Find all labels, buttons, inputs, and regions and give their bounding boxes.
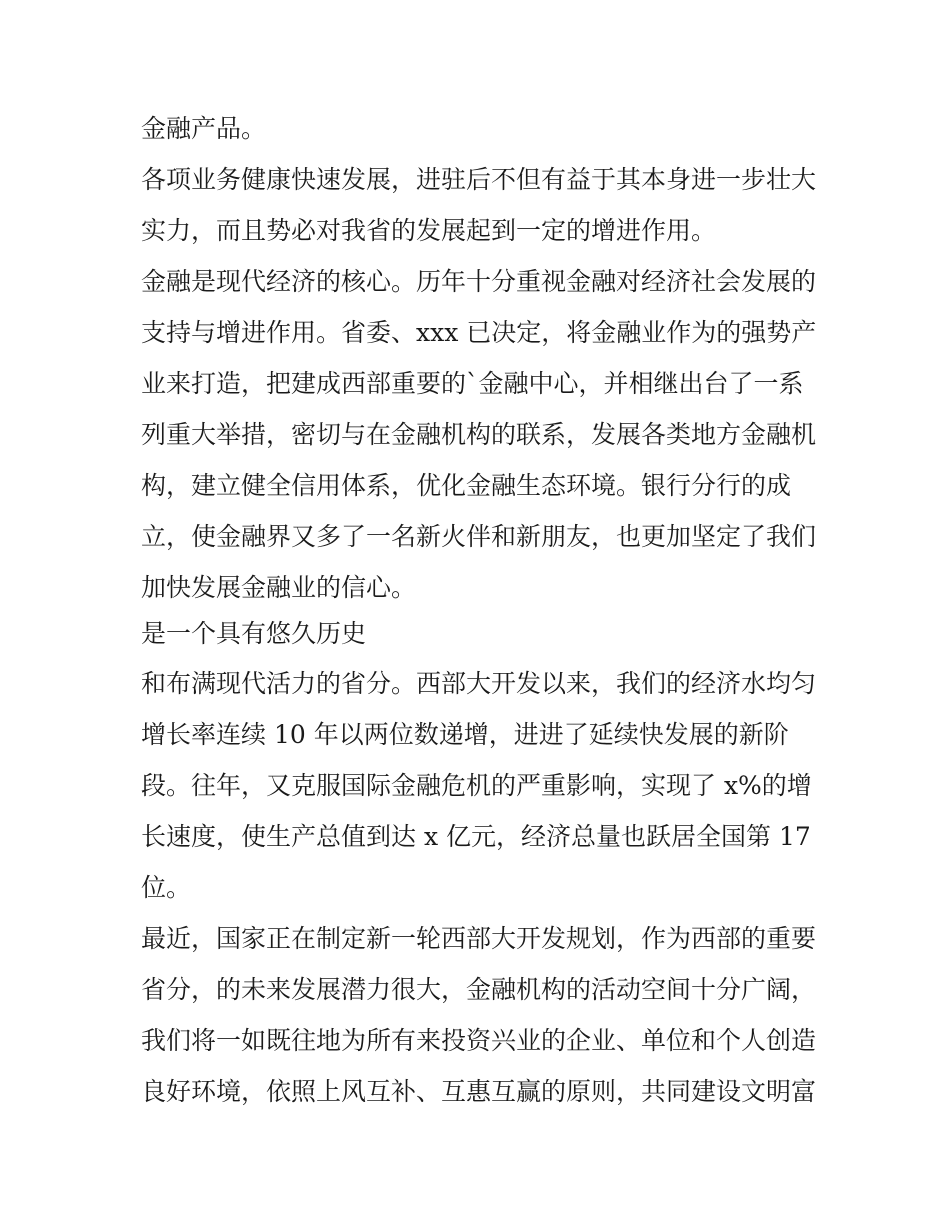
text-line: 金融产品。 [141,114,267,143]
text-line: 和布满现代活力的省分。西部大开发以来，我们的经济水均匀 [141,669,817,698]
text-line: 良好环境，依照上风互补、互惠互赢的原则，共同建设文明富 [141,1077,817,1106]
text-line: 实力，而且势必对我省的发展起到一定的增进作用。 [141,216,717,245]
text-line: 我们将一如既往地为所有来投资兴业的企业、单位和个人创造 [141,1026,817,1055]
text-line: 金融是现代经济的核心。历年十分重视金融对经济社会发展的 [141,267,817,296]
text-line: 增长率连续 10 年以两位数递增，进进了延续快发展的新阶 [141,720,789,749]
text-line: 是一个具有悠久历史 [141,619,367,648]
text-line: 各项业务健康快速发展，进驻后不但有益于其本身进一步壮大 [141,165,817,194]
text-line: 段。往年，又克服国际金融危机的严重影响，实现了 x%的增 [141,771,812,800]
text-line: 省分，的未来发展潜力很大，金融机构的活动空间十分广阔， [141,975,817,1004]
text-line: 位。 [141,873,192,902]
text-line: 最近，国家正在制定新一轮西部大开发规划，作为西部的重要 [141,924,817,953]
text-line: 立，使金融界又多了一名新火伴和新朋友，也更加坚定了我们 [141,522,817,551]
text-line: 加快发展金融业的信心。 [141,573,417,602]
text-line: 长速度，使生产总值到达 x 亿元，经济总量也跃居全国第 17 [141,822,811,851]
text-line: 列重大举措，密切与在金融机构的联系，发展各类地方金融机 [141,420,817,449]
text-line: 业来打造，把建成西部重要的`金融中心，并相继出台了一系 [141,369,804,398]
text-line: 构，建立健全信用体系，优化金融生态环境。银行分行的成 [141,471,792,500]
text-line: 支持与增进作用。省委、xxx 已决定，将金融业作为的强势产 [141,318,817,347]
